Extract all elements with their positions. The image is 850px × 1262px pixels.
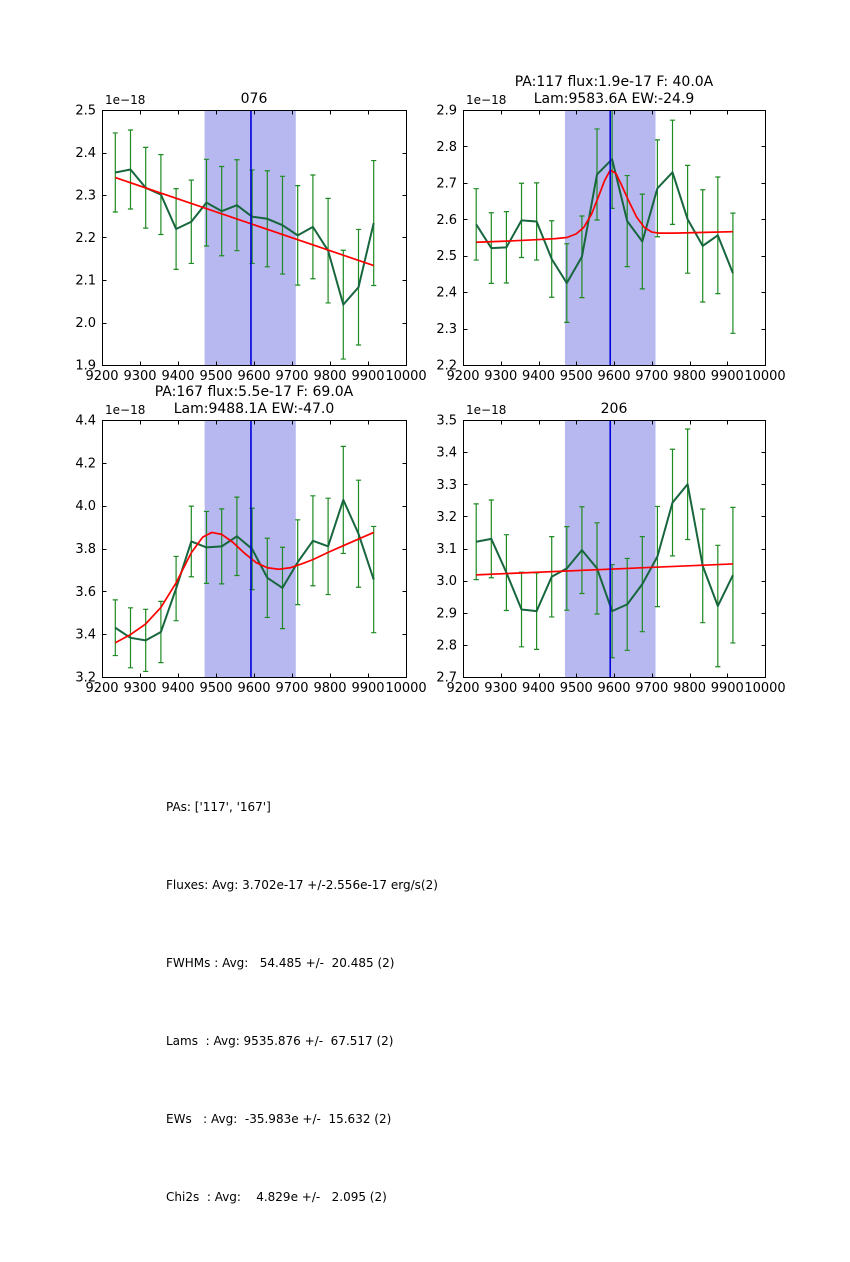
x-tick-label: 9200: [85, 369, 119, 384]
y-tick-label: 2.3: [75, 188, 96, 204]
x-tick-label: 9300: [484, 369, 518, 384]
x-tick-label: 9500: [199, 681, 233, 696]
y-tick-label: 2.8: [436, 638, 457, 654]
x-tick-label: 10000: [385, 681, 427, 696]
summary-line-fwhms: FWHMs : Avg: 54.485 +/- 20.485 (2): [166, 956, 395, 970]
x-tick-label: 9400: [161, 681, 195, 696]
y-tick-label: 3.8: [75, 542, 96, 557]
summary-line-lams: Lams : Avg: 9535.876 +/- 67.517 (2): [166, 1034, 394, 1048]
subplot-PA167: [75, 384, 426, 696]
x-tick-label: 9500: [199, 369, 233, 384]
x-tick-label: 9800: [313, 369, 347, 384]
y-tick-label: 3.5: [436, 413, 457, 429]
x-tick-label: 9300: [123, 681, 157, 696]
x-tick-label: 9300: [484, 681, 518, 696]
subplot-206: [436, 401, 785, 696]
x-tick-label: 9700: [275, 681, 309, 696]
summary-line-ews: EWs : Avg: -35.983e +/- 15.632 (2): [166, 1112, 392, 1126]
subplot-subtitle: Lam:9583.6A EW:-24.9: [533, 91, 695, 107]
y-tick-label: 3.0: [436, 574, 457, 590]
x-tick-label: 9800: [672, 681, 707, 696]
subplot-title: PA:167 flux:5.5e-17 F: 69.0A: [154, 384, 354, 400]
x-tick-label: 9200: [85, 681, 119, 696]
y-tick-label: 2.2: [75, 231, 96, 246]
y-tick-label: 2.5: [436, 249, 457, 265]
y-tick-label: 3.4: [436, 445, 457, 461]
x-tick-label: 10000: [744, 369, 786, 384]
y-tick-label: 3.2: [436, 509, 457, 525]
x-tick-label: 9900: [351, 681, 385, 696]
x-tick-label: 9600: [597, 681, 631, 696]
y-tick-label: 2.4: [436, 285, 457, 301]
subplot-PA117: [436, 74, 785, 384]
y-tick-label: 4.0: [75, 499, 96, 515]
subplot-076: [75, 91, 426, 384]
plot-area: [113, 110, 377, 365]
y-tick-label: 2.8: [436, 139, 457, 155]
x-tick-label: 9800: [313, 681, 347, 696]
axis-offset-label: 1e−18: [105, 403, 146, 417]
y-tick-label: 2.7: [436, 670, 457, 686]
subplot-title: 206: [600, 401, 628, 417]
y-tick-label: 3.6: [75, 584, 96, 600]
x-tick-label: 9400: [521, 369, 556, 384]
x-tick-label: 9200: [446, 369, 480, 384]
subplot-subtitle: Lam:9488.1A EW:-47.0: [173, 401, 335, 417]
y-tick-label: 2.6: [436, 212, 457, 228]
summary-line-pas: PAs: ['117', '167']: [166, 800, 271, 814]
y-tick-label: 2.4: [75, 146, 96, 161]
y-tick-label: 2.1: [75, 273, 96, 289]
plot-area: [474, 110, 736, 365]
subplot-title: PA:117 flux:1.9e-17 F: 40.0A: [514, 74, 714, 90]
x-tick-label: 9600: [237, 369, 271, 384]
summary-line-fluxes: Fluxes: Avg: 3.702e-17 +/-2.556e-17 erg/s(2): [166, 878, 438, 892]
subplot-title: 076: [240, 91, 268, 107]
x-tick-label: 9700: [635, 369, 669, 384]
x-tick-label: 9600: [597, 369, 631, 384]
x-tick-label: 9800: [672, 369, 707, 384]
x-tick-label: 10000: [744, 681, 786, 696]
x-tick-label: 9900: [710, 681, 744, 696]
y-tick-label: 3.2: [75, 670, 96, 686]
y-tick-label: 2.0: [75, 316, 96, 331]
x-tick-label: 9300: [123, 369, 157, 384]
y-tick-label: 4.2: [75, 456, 96, 472]
summary-block: [166, 742, 438, 1262]
y-tick-label: 3.4: [75, 627, 96, 643]
y-tick-label: 2.5: [75, 103, 96, 119]
x-tick-label: 9500: [559, 681, 593, 696]
y-tick-label: 2.3: [436, 322, 457, 338]
x-tick-label: 9900: [351, 369, 385, 384]
axis-offset-label: 1e−18: [466, 93, 507, 107]
x-tick-label: 10000: [385, 369, 427, 384]
x-tick-label: 9400: [521, 681, 556, 696]
x-tick-label: 9600: [237, 681, 271, 696]
plot-area: [474, 420, 736, 677]
y-tick-label: 2.2: [436, 358, 457, 374]
y-tick-label: 3.3: [436, 477, 457, 493]
axis-offset-label: 1e−18: [105, 93, 146, 107]
axis-offset-label: 1e−18: [466, 403, 507, 417]
x-tick-label: 9400: [161, 369, 195, 384]
y-tick-label: 1.9: [75, 358, 96, 374]
summary-line-chi2s: Chi2s : Avg: 4.829e +/- 2.095 (2): [166, 1190, 387, 1204]
y-tick-label: 2.9: [436, 103, 457, 119]
x-tick-label: 9700: [635, 681, 669, 696]
y-tick-label: 2.9: [436, 606, 457, 622]
plot-area: [113, 420, 377, 677]
y-tick-label: 2.7: [436, 176, 457, 192]
x-tick-label: 9900: [710, 369, 744, 384]
y-tick-label: 4.4: [75, 413, 96, 429]
x-tick-label: 9700: [275, 369, 309, 384]
y-tick-label: 3.1: [436, 542, 457, 557]
x-tick-label: 9200: [446, 681, 480, 696]
x-tick-label: 9500: [559, 369, 593, 384]
